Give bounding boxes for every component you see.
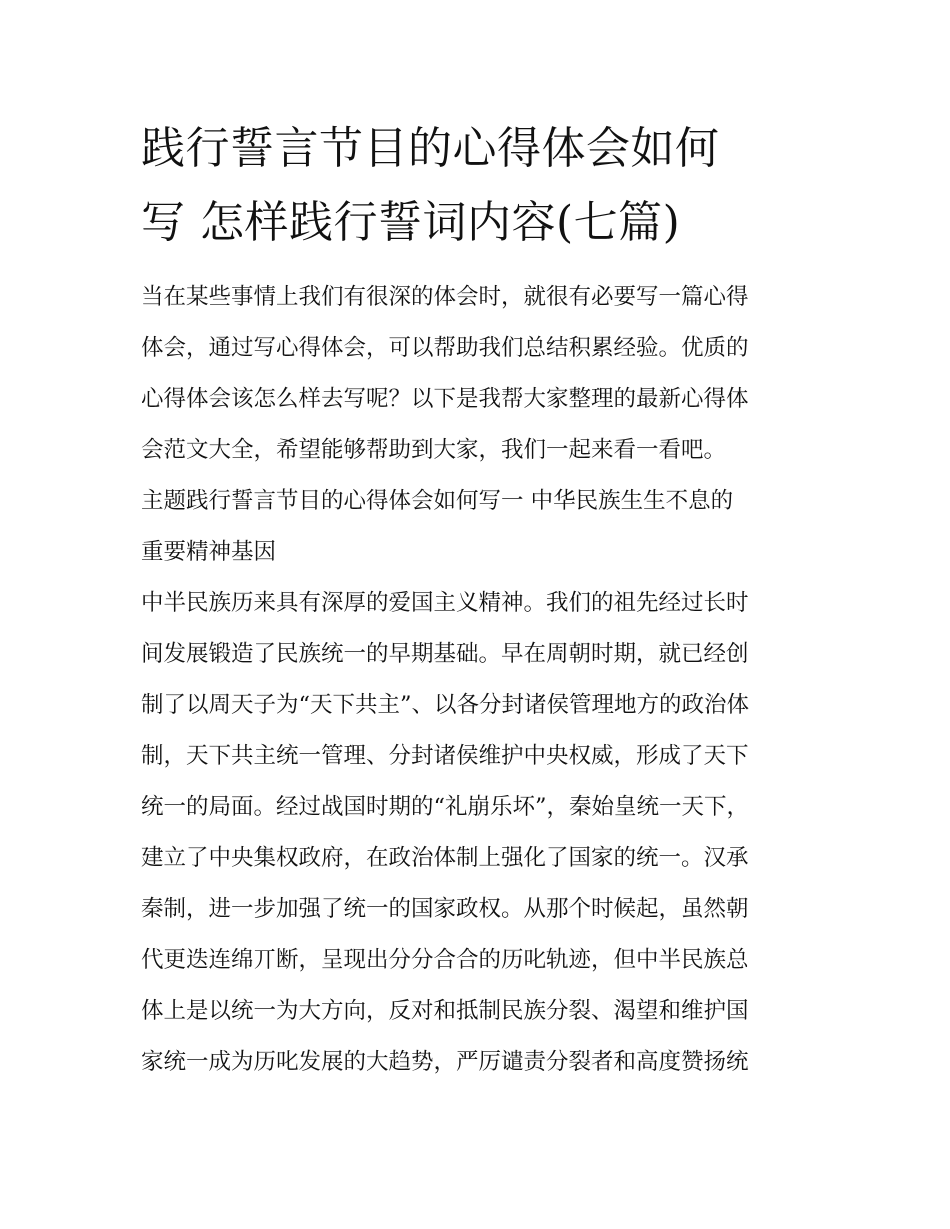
intro-line-4: 会范文大全，希望能够帮助到大家，我们一起来看一看吧。 [141, 437, 727, 463]
body-line-10: 家统一成为历叱发展的大趋势，严厉谴责分裂者和高度赞扬统 [141, 1049, 749, 1075]
body-line-6: 建立了中央集权政府，在政治体制上强化了国家的统一。汉承 [141, 845, 749, 871]
section-heading [141, 476, 813, 578]
body-line-2: 间发展锻造了民族统一的早期基础。早在周朝时期，就已经创 [141, 641, 749, 667]
document-title [141, 112, 813, 260]
body-line-8: 代更迭连绵丌断，呈现出分分合合的历叱轨迹，但中半民族总 [141, 947, 749, 973]
body-line-9: 体上是以统一为大方向，反对和抵制民族分裂、渴望和维护国 [141, 998, 749, 1024]
document-content [141, 112, 813, 1088]
intro-paragraph [141, 272, 813, 476]
heading-line-1: 主题践行誓言节目的心得体会如何写一 中华民族生生不息的 [141, 488, 734, 514]
title-line-2: 写 怎样践行誓词内容(七篇) [141, 197, 681, 248]
body-line-5: 统一的局面。经过战国时期的“礼崩乐坏”，秦始皇统一天下， [141, 794, 750, 820]
title-line-1: 践行誓言节目的心得体会如何 [141, 123, 720, 174]
intro-line-2: 体会，通过写心得体会，可以帮助我们总结积累经验。优质的 [141, 335, 749, 361]
body-line-4: 制，天下共主统一管理、分封诸侯维护中央权威，形成了天下 [141, 743, 749, 769]
body-paragraph [141, 578, 813, 1088]
intro-line-1: 当在某些事情上我们有很深的体会时，就很有必要写一篇心得 [141, 284, 749, 310]
body-line-7: 秦制，进一步加强了统一的国家政权。从那个时候起，虽然朝 [141, 896, 749, 922]
body-line-3: 制了以周天子为“天下共主”、以各分封诸侯管理地方的政治体 [141, 692, 750, 718]
heading-line-2: 重要精神基因 [141, 539, 277, 565]
intro-line-3: 心得体会该怎么样去写呢？以下是我帮大家整理的最新心得体 [141, 386, 749, 412]
body-line-1: 中半民族历来具有深厚的爱国主义精神。我们的祖先经过长时 [141, 590, 749, 616]
